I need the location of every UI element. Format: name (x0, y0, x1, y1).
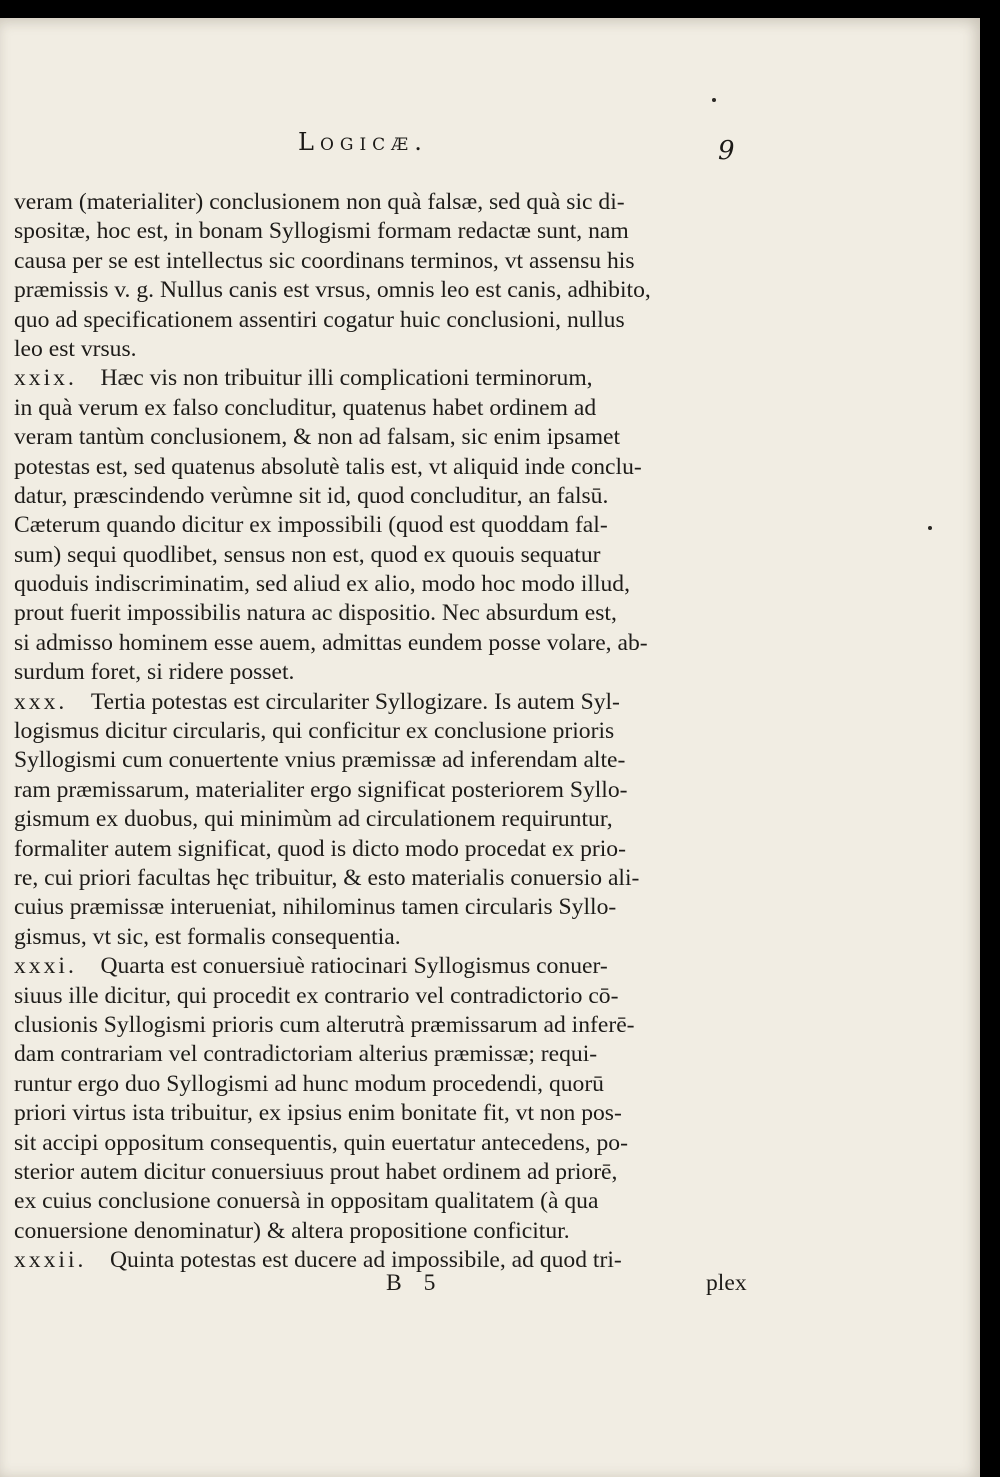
text-line (14, 1158, 754, 1187)
text-line (14, 893, 754, 922)
line-text: Quinta potestas est ducere ad impossibile, ad quod tri- (110, 1247, 622, 1274)
text-line (14, 1129, 754, 1158)
text-line (14, 1187, 754, 1216)
running-title: Logicæ. (298, 128, 428, 156)
text-line (14, 482, 754, 511)
line-text: causa per se est intellectus sic coordinans terminos, vt assensu his (14, 247, 635, 274)
line-text: conuersione denominatur) & altera propositione conficitur. (14, 1217, 570, 1244)
text-line (14, 982, 754, 1011)
line-text: logismus dicitur circularis, qui conficitur ex conclusione prioris (14, 718, 615, 745)
text-line (14, 247, 754, 276)
line-text: sum) sequi quodlibet, sensus non est, quod ex quouis sequatur (14, 541, 601, 568)
line-text: potestas est, sed quatenus absolutè talis est, vt aliquid inde conclu- (14, 453, 642, 480)
line-text: præmissis v. g. Nullus canis est vrsus, omnis leo est canis, adhibito, (14, 277, 651, 304)
line-text: veram (materialiter) conclusionem non quà falsæ, sed quà sic di- (14, 189, 625, 215)
line-text: Syllogismi cum conuertente vnius præmissæ ad inferendam alte- (14, 747, 626, 774)
paragraph-number: xxxi. (14, 953, 77, 980)
text-line (14, 864, 754, 893)
line-text: formaliter autem significat, quod is dicto modo procedat ex prio- (14, 835, 626, 862)
line-text: sit accipi oppositum consequentis, quin euertatur antecedens, po- (14, 1129, 628, 1156)
line-text: leo est vrsus. (14, 335, 137, 362)
text-line (14, 599, 754, 628)
text-line (14, 217, 754, 246)
body-text (14, 188, 754, 1275)
text-line (14, 923, 754, 952)
text-line (14, 364, 754, 393)
line-text: Tertia potestas est circulariter Syllogizare. Is autem Syl- (90, 688, 620, 715)
text-line (14, 423, 754, 452)
line-text: veram tantùm conclusionem, & non ad falsam, sic enim ipsamet (14, 424, 621, 451)
text-line (14, 453, 754, 482)
line-text: quoduis indiscriminatim, sed aliud ex alio, modo hoc modo illud, (14, 571, 630, 598)
line-text: datur, præscindendo verùmne sit id, quod concluditur, an falsū. (14, 482, 609, 509)
paragraph-number: xxx. (14, 688, 68, 715)
text-line (14, 629, 754, 658)
text-line (14, 1011, 754, 1040)
text-line (14, 1099, 754, 1128)
text-line (14, 952, 754, 981)
line-text: priori virtus ista tribuitur, ex ipsius enim bonitate fit, vt non pos- (14, 1100, 622, 1127)
line-text: Cæterum quando dicitur ex impossibili (quod est quoddam fal- (14, 512, 608, 539)
text-line (14, 658, 754, 687)
page-number: 9 (718, 136, 735, 166)
text-line (14, 717, 754, 746)
ink-speck (712, 98, 716, 102)
line-text: ram præmissarum, materialiter ergo significat posteriorem Syllo- (14, 776, 628, 803)
text-line (14, 394, 754, 423)
text-line (14, 511, 754, 540)
line-text: cuius præmissæ interueniat, nihilominus tamen circularis Syllo- (14, 894, 617, 921)
line-text: re, cui priori facultas hęc tribuitur, & esto materialis conuersio ali- (14, 864, 640, 891)
line-text: siuus ille dicitur, qui procedit ex contrario vel contradictorio cō- (14, 982, 619, 1009)
text-line (14, 1217, 754, 1246)
page-header (0, 128, 980, 168)
text-line (14, 746, 754, 775)
text-line (14, 776, 754, 805)
page-footer (0, 1270, 980, 1310)
text-line (14, 570, 754, 599)
text-line (14, 688, 754, 717)
text-line (14, 276, 754, 305)
ink-speck (928, 526, 932, 530)
text-line (14, 541, 754, 570)
text-line (14, 835, 754, 864)
line-text: gismum ex duobus, qui minimùm ad circulationem requiruntur, (14, 806, 613, 833)
text-line (14, 306, 754, 335)
line-text: si admisso hominem esse auem, admittas eundem posse volare, ab- (14, 629, 648, 656)
paragraph-number: xxxii. (14, 1247, 87, 1274)
line-text: prout fuerit impossibilis natura ac dispositio. Nec absurdum est, (14, 600, 617, 627)
text-line (14, 1070, 754, 1099)
line-text: in quà verum ex falso concluditur, quatenus habet ordinem ad (14, 394, 597, 421)
line-text: gismus, vt sic, est formalis consequentia. (14, 923, 401, 950)
book-page (0, 18, 980, 1477)
line-text: Quarta est conuersiuè ratiocinari Syllogismus conuer- (100, 953, 608, 980)
line-text: quo ad specificationem assentiri cogatur huic conclusioni, nullus (14, 306, 625, 333)
text-line (14, 188, 754, 217)
paragraph-number: xxix. (14, 365, 77, 392)
text-line (14, 805, 754, 834)
line-text: sterior autem dicitur conuersiuus prout habet ordinem ad priorē, (14, 1158, 618, 1185)
signature-mark: B 5 (386, 1270, 444, 1296)
catchword: plex (706, 1270, 747, 1296)
line-text: spositæ, hoc est, in bonam Syllogismi formam redactæ sunt, nam (14, 218, 629, 245)
line-text: dam contrariam vel contradictoriam alterius præmissæ; requi- (14, 1041, 598, 1068)
text-line (14, 1040, 754, 1069)
line-text: Hæc vis non tribuitur illi complicationi terminorum, (100, 365, 593, 392)
line-text: runtur ergo duo Syllogismi ad hunc modum procedendi, quorū (14, 1070, 604, 1097)
text-line (14, 335, 754, 364)
line-text: surdum foret, si ridere posset. (14, 659, 295, 686)
line-text: ex cuius conclusione conuersà in oppositam qualitatem (à qua (14, 1188, 599, 1215)
line-text: clusionis Syllogismi prioris cum alterutrà præmissarum ad inferē- (14, 1011, 635, 1038)
